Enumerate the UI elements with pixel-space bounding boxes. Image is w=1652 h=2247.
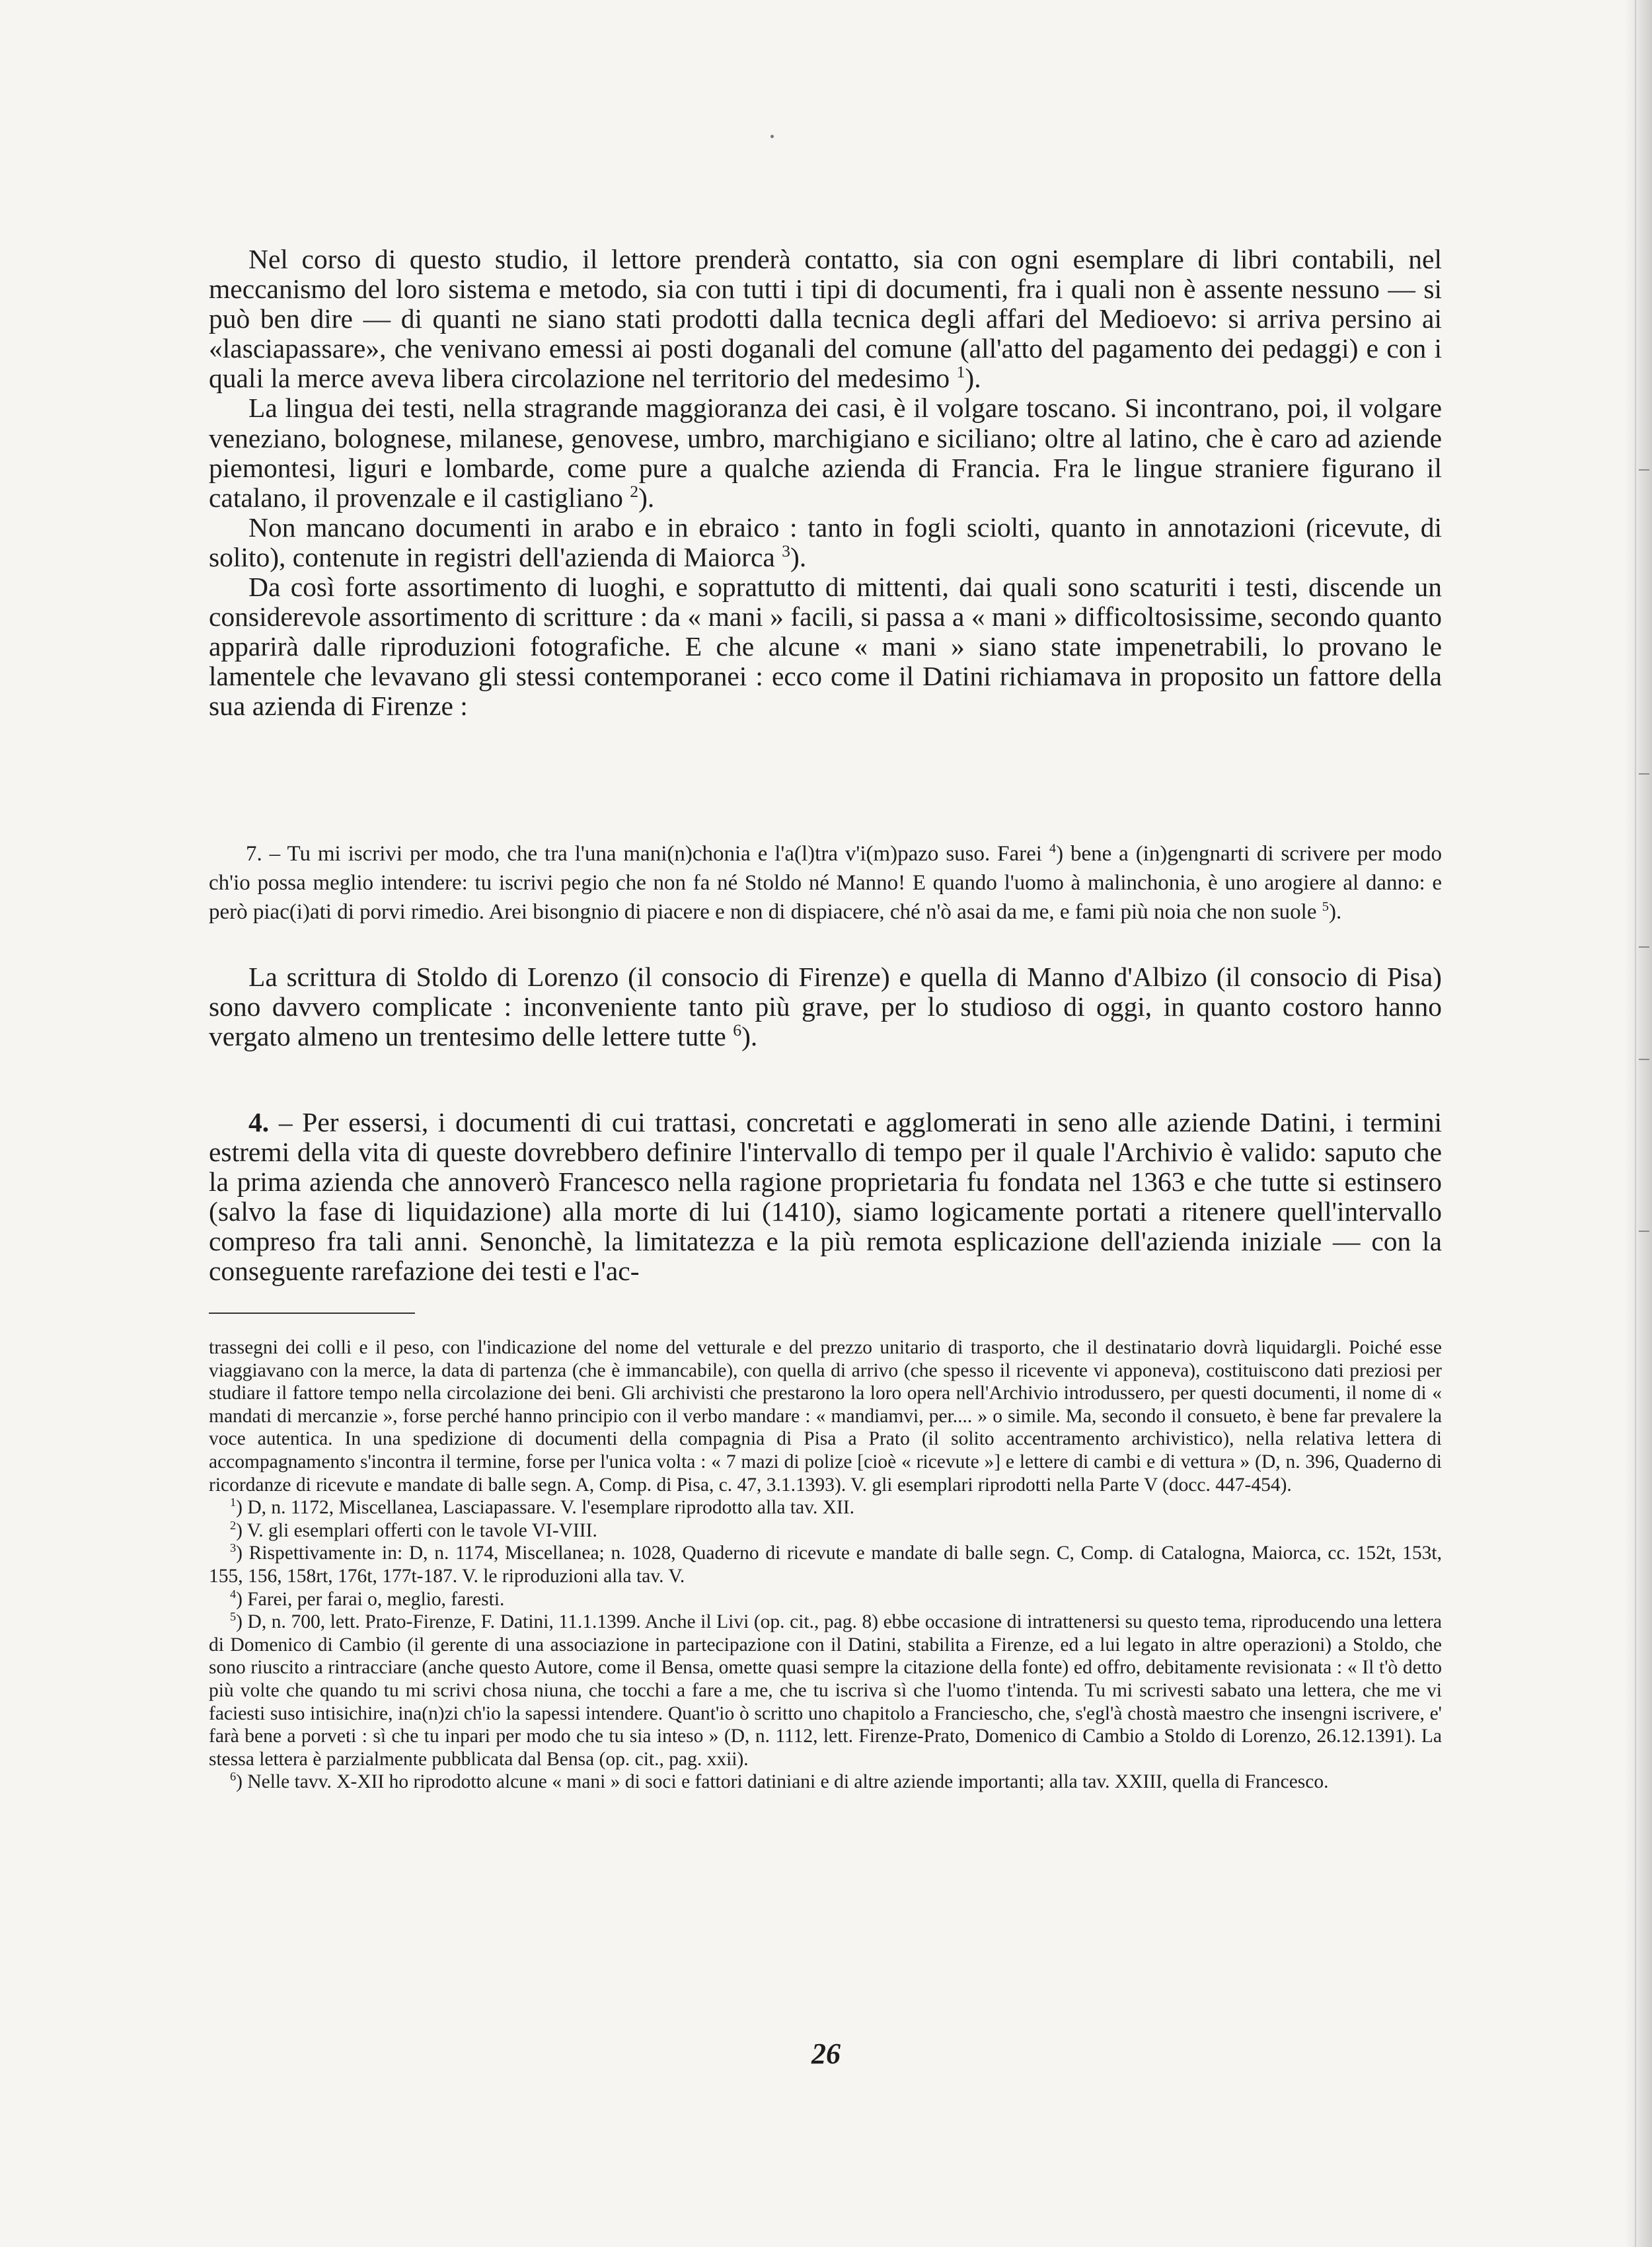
body-text-middle	[209, 962, 1442, 1051]
quote-paragraph: 7. – Tu mi iscrivi per modo, che tra l'una mani(n)chonia e l'a(l)tra v'i(m)pazo suso. Farei $^4$) bene a (in)gengnarti di scrivere per modo ch'io possa meglio intendere: tu iscrivi pegio che non fa né Stoldo né Manno! E quando l'uomo à malinchonia, è uno arogiere al danno: e però piac(i)ati di porvi rimedio. Arei bisongnio di piacere e non di dispiacere, ché n'ò asai da me, e fami più noia che non suole $^5$).	[209, 841, 1442, 924]
page-edge-line	[1635, 0, 1636, 2247]
paragraph: La lingua dei testi, nella stragrande maggioranza dei casi, è il volgare toscano. Si incontrano, poi, il volgare veneziano, bolognese, milanese, genovese, umbro, marchigiano e siciliano; oltre al latino, che è caro ad aziende piemontesi, liguri e lombarde, come pure a qualche azienda di Francia. Fra le lingue straniere figurano il catalano, il provenzale e il castigliano $^2$).	[209, 393, 1442, 513]
footnotes	[209, 1336, 1442, 1794]
margin-tick	[1639, 773, 1649, 775]
footnote: $^4$) Farei, per farai o, meglio, faresti.	[230, 1587, 505, 1610]
paragraph: 4. – Per essersi, i documenti di cui trattasi, concretati e agglomerati in seno alle aziende Datini, i termini estremi della vita di queste dovrebbero definire l'intervallo di tempo per il quale l'Archivio è valido: saputo che la prima azienda che annoverò Francesco nella ragione proprietaria fu fondata nel 1363 e che tutte si estinsero (salvo la fase di liquidazione) alla morte di lui (1410), siamo logicamente portati a ritenere quell'intervallo compreso fra tali anni. Senonchè, la limitatezza e la più remota esplicazione dell'azienda iniziale — con la conseguente rarefazione dei testi e l'ac-	[209, 1107, 1443, 1287]
footnote: $^5$) D, n. 700, lett. Prato-Firenze, F. Datini, 11.1.1399. Anche il Livi (op. cit., pag. 8) ebbe occasione di intrattenersi su questo tema, riproducendo una lettera di Domenico di Cambio (il gerente di una associazione in partecipazione con il Datini, stabilita a Firenze, ed a lui legato in altre operazioni) a Stoldo, che sono riuscito a rintracciare (anche questo Autore, come il Bensa, omette quasi sempre la citazione della fonte) ed offro, debitamente revisionata : « Il t'ò detto più volte che quando tu mi scrivi chosa niuna, che tocchi a fare a me, che tu iscriva sì che l'uomo t'intenda. Tu mi scrivesti sabato una lettera, che me vi faciesti suso intisichire, ina(n)zi ch'io la sapessi intendere. Quant'io ò scritto uno chapitolo a Franciescho, che, s'egl'à chostà maestro che insengni iscrivere, e' farà bene a porveti : sì che tu inpari per modo che tu sia inteso » (D, n. 1112, lett. Firenze-Prato, Domenico di Cambio a Stoldo di Lorenzo, 26.12.1391). La stessa lettera è parzialmente pubblicata dal Bensa (op. cit., pag. xxii).	[209, 1610, 1442, 1770]
page-number: 26	[811, 2038, 841, 2070]
quoted-letter	[209, 839, 1442, 927]
margin-tick	[1639, 1059, 1649, 1060]
paragraph: Da così forte assortimento di luoghi, e soprattutto di mittenti, dai quali sono scaturiti i testi, discende un considerevole assortimento di scritture : da « mani » facili, si passa a « mani » difficoltosissime, secondo quanto apparirà dalle riproduzioni fotografiche. E che alcune « mani » siano state impenetrabili, lo provano le lamentele che levavano gli stessi contemporanei : ecco come il Datini richiamava in proposito un fattore della sua azienda di Firenze :	[209, 572, 1442, 722]
section-number: 4.	[248, 1107, 270, 1137]
paragraph: Non mancano documenti in arabo e in ebraico : tanto in fogli sciolti, quanto in annotazioni (ricevute, di solito), contenute in registri dell'azienda di Maiorca $^3$).	[209, 512, 1442, 572]
footnote-continuation: trassegni dei colli e il peso, con l'indicazione del nome del vetturale e del prezzo unitario di trasporto, che il destinatario dovrà liquidargli. Poiché esse viaggiavano con la merce, la data di partenza (che è immancabile), con quella di arrivo (che spesso il ricevente vi apponeva), costituiscono dati preziosi per studiare il fattore tempo nella circolazione dei beni. Gli archivisti che prestarono la loro opera nell'Archivio introdussero, per questi documenti, il nome di « mandati di mercanzie », forse perché hanno principio con il verbo mandare : « mandiamvi, per.... » o simile. Ma, secondo il consueto, è bene far prevalere la voce autentica. In una spedizione di documenti della compagnia di Pisa a Prato (il solito accentramento archivistico), nella relativa lettera di accompagnamento s'incontra il termine, forse per l'unica volta : « 7 mazi di polize [cioè « ricevute »] e lettere di cambi e di vettura » (D, n. 396, Quaderno di ricordanze di ricevute e mandate di balle segn. A, Comp. di Pisa, c. 47, 3.1.1393). V. gli esemplari riprodotti nella Parte V (docc. 447-454).	[209, 1337, 1442, 1496]
body-text-upper	[209, 245, 1442, 722]
paragraph: La scrittura di Stoldo di Lorenzo (il consocio di Firenze) e quella di Manno d'Albizo (il consocio di Pisa) sono davvero complicate : inconveniente tanto più grave, per lo studioso di oggi, in quanto costoro hanno vergato almeno un trentesimo delle lettere tutte $^6$).	[209, 962, 1442, 1052]
margin-tick	[1639, 1231, 1649, 1232]
page-edge-shadow	[1624, 0, 1652, 2247]
margin-tick	[1639, 469, 1649, 471]
paragraph: Nel corso di questo studio, il lettore prenderà contatto, sia con ogni esemplare di libri contabili, nel meccanismo del loro sistema e metodo, sia con tutti i tipi di documenti, fra i quali non è assente nessuno — si può ben dire — di quanti ne siano stati prodotti dalla tecnica degli affari del Medioevo: si arriva persino ai «lasciapassare», che venivano emessi ai posti doganali del comune (all'atto del pagamento dei pedaggi) e con i quali la merce aveva libera circolazione nel territorio del medesimo $^1$).	[209, 244, 1442, 394]
section-4	[209, 1108, 1442, 1287]
footnote: $^6$) Nelle tavv. X-XII ho riprodotto alcune « mani » di soci e fattori datiniani e di altre aziende importanti; alla tav. XXIII, quella di Francesco.	[230, 1770, 1329, 1793]
footnote: $^2$) V. gli esemplari offerti con le tavole VI-VIII.	[230, 1518, 597, 1541]
footnote: $^3$) Rispettivamente in: D, n. 1174, Miscellanea; n. 1028, Quaderno di ricevute e mandate di balle segn. C, Comp. di Catalogna, Maiorca, cc. 152t, 153t, 155, 156, 158rt, 176t, 177t-187. V. le riproduzioni alla tav. V.	[209, 1541, 1442, 1587]
footnote: $^1$) D, n. 1172, Miscellanea, Lasciapassare. V. l'esemplare riprodotto alla tav. XII.	[230, 1496, 855, 1519]
footnote-rule	[209, 1313, 415, 1314]
margin-tick	[1639, 946, 1649, 948]
speck	[770, 135, 774, 138]
